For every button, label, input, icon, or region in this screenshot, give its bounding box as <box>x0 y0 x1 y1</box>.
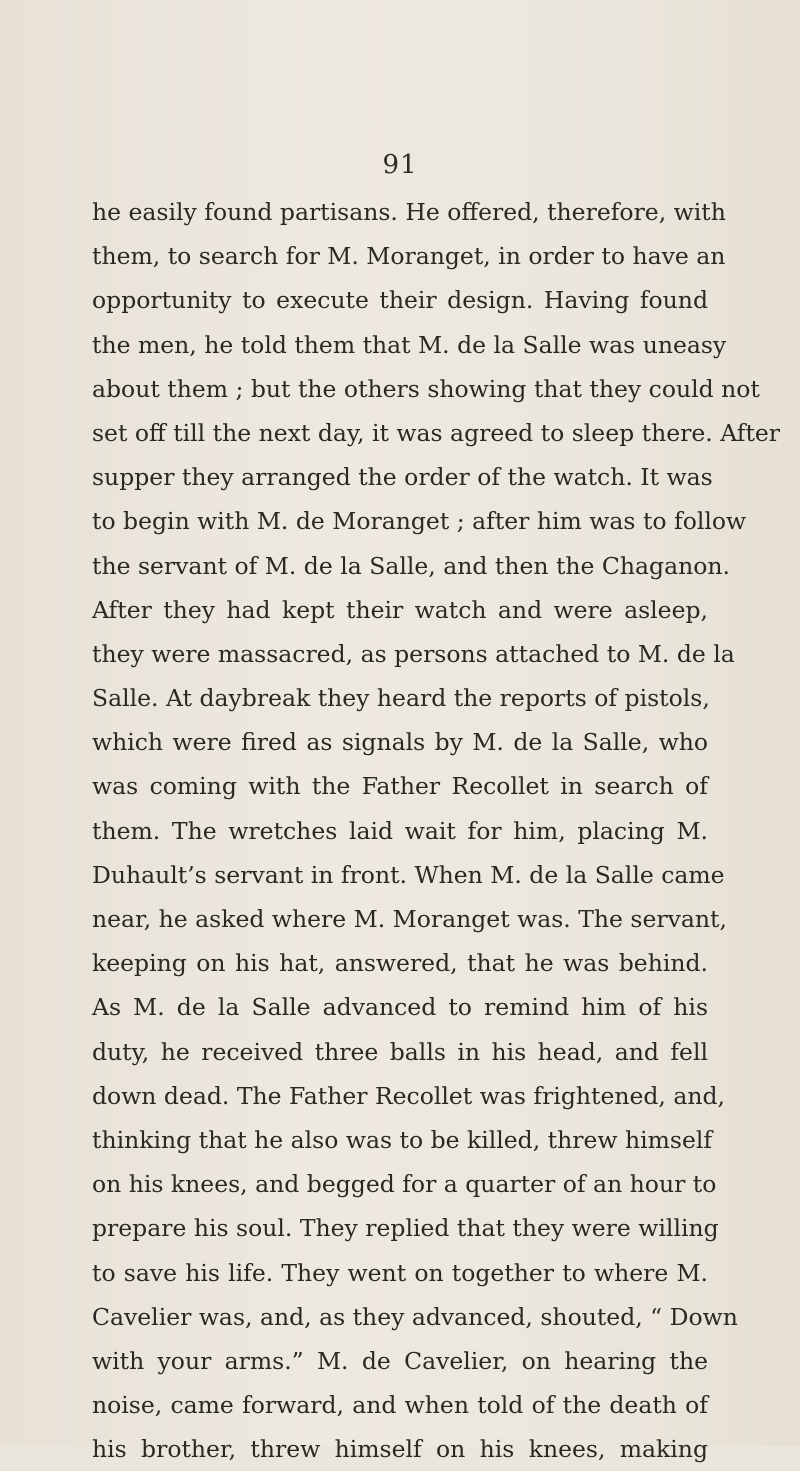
text-line: Salle. At daybreak they heard the reports of pistols, <box>92 684 710 713</box>
text-line: set off till the next day, it was agreed to sleep there. After <box>92 418 781 447</box>
text-line: keeping on his hat, answered, that he was behind. <box>92 949 708 978</box>
text-line: down dead. The Father Recollet was frightened, and, <box>92 1081 726 1110</box>
text-line: the men, he told them that M. de la Salle was uneasy <box>92 330 727 359</box>
body-text <box>92 190 781 1471</box>
page-number: 91 <box>382 150 418 180</box>
text-line: them. The wretches laid wait for him, placing M. <box>92 816 708 845</box>
text-line: the servant of M. de la Salle, and then the Chaganon. <box>92 551 730 580</box>
text-line: to begin with M. de Moranget ; after him was to follow <box>92 507 747 536</box>
text-line: was coming with the Father Recollet in search of <box>92 772 708 801</box>
text-line: them, to search for M. Moranget, in order to have an <box>92 242 726 271</box>
text-line: duty, he received three balls in his head, and fell <box>92 1037 708 1066</box>
text-line: Duhault’s servant in front. When M. de la Salle came <box>92 860 725 889</box>
text-line: they were massacred, as persons attached to M. de la <box>92 639 735 668</box>
text-line: which were fired as signals by M. de la Salle, who <box>92 728 708 757</box>
text-line: prepare his soul. They replied that they were willing <box>92 1214 719 1243</box>
text-line: about them ; but the others showing that they could not <box>92 374 760 403</box>
text-line: opportunity to execute their design. Having found <box>92 286 708 315</box>
text-line: As M. de la Salle advanced to remind him of his <box>92 993 708 1022</box>
text-line: thinking that he also was to be killed, threw himself <box>92 1125 713 1154</box>
text-line: he easily found partisans. He offered, therefore, with <box>92 198 726 226</box>
text-line: supper they arranged the order of the watch. It was <box>92 463 713 492</box>
text-line: After they had kept their watch and were asleep, <box>92 595 708 624</box>
text-line: his brother, threw himself on his knees, making <box>92 1435 708 1464</box>
text-line: on his knees, and begged for a quarter of an hour to <box>92 1170 717 1199</box>
text-line: near, he asked where M. Moranget was. The servant, <box>92 905 727 933</box>
text-line: with your arms.” M. de Cavelier, on hearing the <box>92 1346 708 1375</box>
text-line: Cavelier was, and, as they advanced, shouted, “ Down <box>92 1302 738 1331</box>
text-line: noise, came forward, and when told of the death of <box>92 1391 708 1420</box>
text-line: to save his life. They went on together to where M. <box>92 1258 708 1287</box>
